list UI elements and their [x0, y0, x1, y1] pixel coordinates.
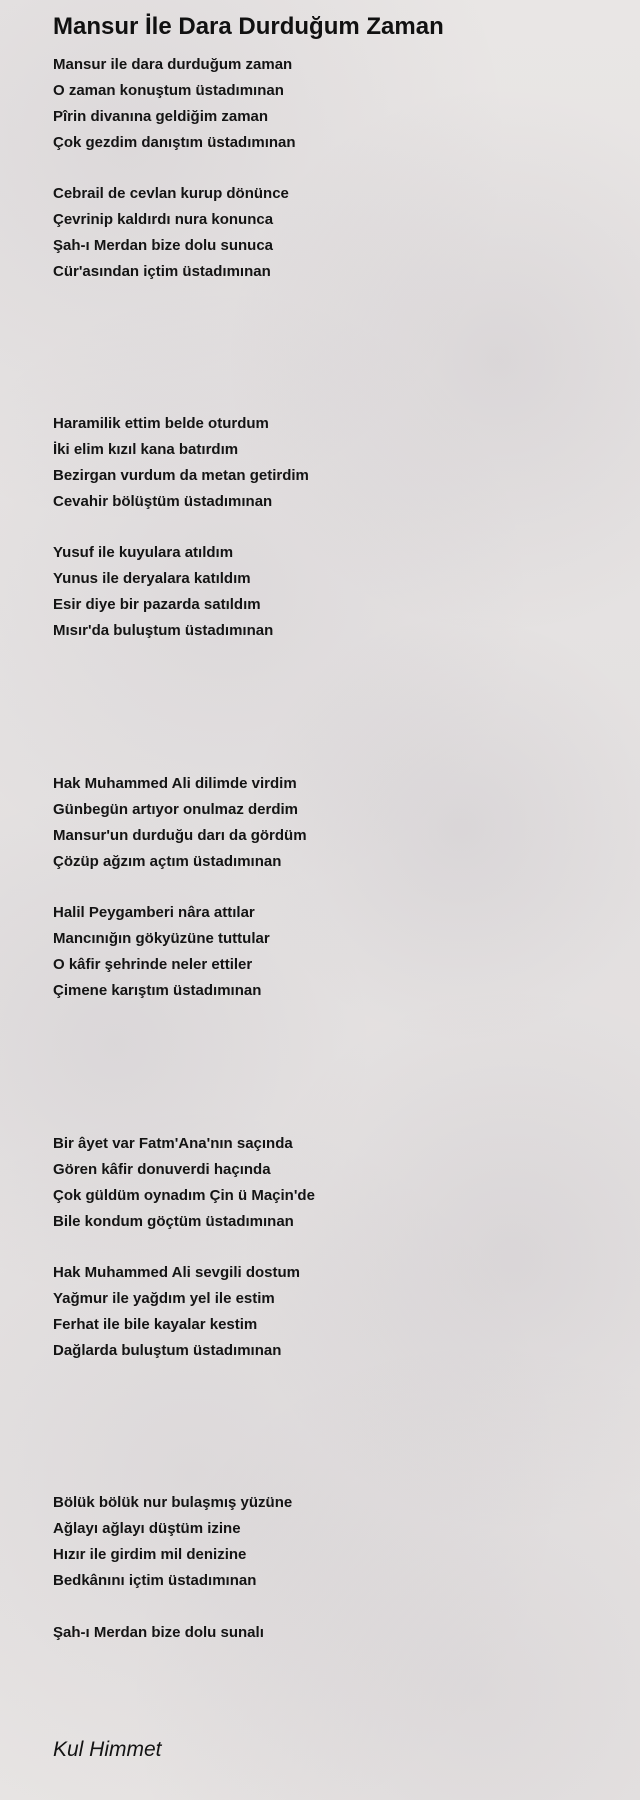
poem-line: Cür'asından içtim üstadımınan — [53, 263, 271, 280]
poem-title: Mansur İle Dara Durduğum Zaman — [53, 13, 444, 40]
stanza-10 — [53, 1620, 264, 1646]
poem-line: Cevahir bölüştüm üstadımınan — [53, 493, 273, 510]
poem-line: Gören kâfir donuverdi haçında — [53, 1161, 271, 1178]
poem-line: O zaman konuştum üstadımınan — [53, 82, 284, 99]
poem-author: Kul Himmet — [53, 1738, 162, 1761]
poem-line: Çok güldüm oynadım Çin ü Maçin'de — [53, 1187, 315, 1204]
poem-line: Hak Muhammed Ali sevgili dostum — [53, 1264, 300, 1281]
poem-line: İki elim kızıl kana batırdım — [53, 441, 239, 458]
poem-line: Ağlayı ağlayı düştüm izine — [53, 1520, 241, 1537]
stanza-1 — [53, 52, 296, 156]
poem-line: Yunus ile deryalara katıldım — [53, 570, 251, 587]
poem-line: Yağmur ile yağdım yel ile estim — [53, 1290, 275, 1307]
poem-line: Çok gezdim danıştım üstadımınan — [53, 134, 296, 151]
poem-line: Yusuf ile kuyulara atıldım — [53, 544, 234, 561]
poem-line: Şah-ı Merdan bize dolu sunuca — [53, 237, 274, 254]
poem-line: Hak Muhammed Ali dilimde virdim — [53, 775, 297, 792]
poem-line: Mansur ile dara durduğum zaman — [53, 56, 293, 73]
poem-line: Çimene karıştım üstadımınan — [53, 982, 262, 999]
poem-line: Haramilik ettim belde oturdum — [53, 415, 269, 432]
poem-line: Mısır'da buluştum üstadımınan — [53, 622, 274, 639]
stanza-2 — [53, 181, 289, 285]
poem-line: Dağlarda buluştum üstadımınan — [53, 1342, 282, 1359]
poem-line: Çevrinip kaldırdı nura konunca — [53, 211, 274, 228]
poem-line: Mancınığın gökyüzüne tuttular — [53, 930, 270, 947]
poem-line: O kâfir şehrinde neler ettiler — [53, 956, 253, 973]
stanza-3 — [53, 411, 309, 515]
stanza-5 — [53, 771, 307, 875]
poem-line: Hızır ile girdim mil denizine — [53, 1546, 247, 1563]
poem-line: Esir diye bir pazarda satıldım — [53, 596, 261, 613]
stanza-7 — [53, 1131, 315, 1235]
poem-line: Bedkânını içtim üstadımınan — [53, 1572, 257, 1589]
poem-line: Çözüp ağzım açtım üstadımınan — [53, 853, 282, 870]
poem-line: Ferhat ile bile kayalar kestim — [53, 1316, 258, 1333]
poem-line: Şah-ı Merdan bize dolu sunalı — [53, 1624, 264, 1641]
poem-line: Cebrail de cevlan kurup dönünce — [53, 185, 289, 202]
stanza-9 — [53, 1490, 292, 1594]
poem-line: Halil Peygamberi nâra attılar — [53, 904, 255, 921]
poem-line: Mansur'un durduğu darı da gördüm — [53, 827, 307, 844]
stanza-4 — [53, 540, 273, 644]
poem-line: Bile kondum göçtüm üstadımınan — [53, 1213, 294, 1230]
poem-line: Bölük bölük nur bulaşmış yüzüne — [53, 1494, 293, 1511]
poem-line: Bir âyet var Fatm'Ana'nın saçında — [53, 1135, 293, 1152]
stanza-6 — [53, 900, 270, 1004]
stanza-8 — [53, 1260, 300, 1364]
poem-line: Bezirgan vurdum da metan getirdim — [53, 467, 309, 484]
poem-line: Pîrin divanına geldiğim zaman — [53, 108, 269, 125]
poem-line: Günbegün artıyor onulmaz derdim — [53, 801, 299, 818]
